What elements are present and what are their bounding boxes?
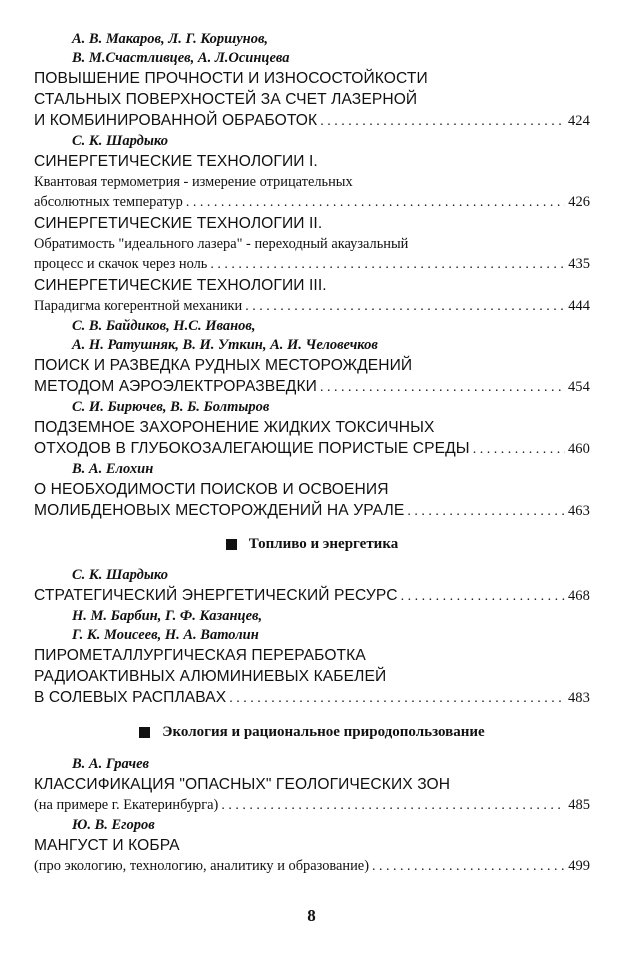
entry-title-line — [34, 296, 590, 317]
entry-title-line — [34, 254, 590, 275]
page-number: 8 — [307, 906, 316, 925]
entry-title-text: МЕТОДОМ АЭРОЭЛЕКТРОРАЗВЕДКИ — [34, 378, 317, 395]
toc-entry — [34, 607, 590, 709]
entry-title-line — [34, 666, 590, 687]
section-heading-fuel — [34, 522, 590, 566]
entry-title-text: (про экологию, технологию, аналитику и образование) — [34, 858, 369, 874]
entry-title-line — [34, 234, 590, 254]
entry-title-text: МОЛИБДЕНОВЫХ МЕСТОРОЖДЕНИЙ НА УРАЛЕ — [34, 502, 405, 519]
entry-page-number: 463 — [567, 503, 590, 519]
entry-title-text: МАНГУСТ И КОБРА — [34, 837, 180, 854]
dot-leader — [186, 193, 565, 213]
toc-entry — [34, 317, 590, 398]
entry-page-number: 499 — [568, 858, 590, 874]
entry-title-text: РАДИОАКТИВНЫХ АЛЮМИНИЕВЫХ КАБЕЛЕЙ — [34, 668, 387, 685]
entry-page-number: 460 — [567, 441, 590, 457]
entry-title-text: СИНЕРГЕТИЧЕСКИЕ ТЕХНОЛОГИИ III. — [34, 277, 327, 294]
entry-authors: А. В. Макаров, Л. Г. Коршунов, — [72, 31, 269, 47]
entry-title-line — [34, 213, 590, 234]
entry-title-text: СИНЕРГЕТИЧЕСКИЕ ТЕХНОЛОГИИ I. — [34, 153, 318, 170]
entry-authors: В. А. Елохин — [72, 461, 154, 477]
toc-entry — [34, 132, 590, 317]
entry-title-text: ОТХОДОВ В ГЛУБОКОЗАЛЕГАЮЩИЕ ПОРИСТЫЕ СРЕДЫ — [34, 440, 470, 457]
entry-title-line — [34, 645, 590, 666]
entry-page-number: 454 — [567, 379, 590, 395]
dot-leader — [407, 501, 565, 522]
entry-authors: В. М.Счастливцев, А. Л.Осинцева — [72, 50, 290, 66]
entry-title-line — [34, 68, 590, 89]
entry-page-number: 483 — [567, 690, 590, 706]
entry-title-line — [34, 275, 590, 296]
entry-title-line — [34, 172, 590, 192]
entry-title-text: Квантовая термометрия - измерение отрицательных — [34, 174, 353, 190]
entry-title-text: СИНЕРГЕТИЧЕСКИЕ ТЕХНОЛОГИИ II. — [34, 215, 323, 232]
entry-title-text: ПОВЫШЕНИЕ ПРОЧНОСТИ И ИЗНОСОСТОЙКОСТИ — [34, 70, 428, 87]
dot-leader — [229, 688, 565, 709]
entry-title-text: ПОДЗЕМНОЕ ЗАХОРОНЕНИЕ ЖИДКИХ ТОКСИЧНЫХ — [34, 419, 435, 436]
toc-group-ecology — [34, 755, 590, 877]
dot-leader — [473, 439, 565, 460]
toc-entry — [34, 566, 590, 607]
toc-entry — [34, 816, 590, 877]
dot-leader — [210, 255, 565, 275]
entry-title-line — [34, 835, 590, 856]
entry-title-text: (на примере г. Екатеринбурга) — [34, 797, 219, 813]
entry-page-number: 435 — [568, 256, 590, 272]
entry-page-number: 444 — [568, 298, 590, 314]
entry-title-text: СТРАТЕГИЧЕСКИЙ ЭНЕРГЕТИЧЕСКИЙ РЕСУРС — [34, 587, 398, 604]
black-square-bullet-icon — [139, 727, 150, 738]
table-of-contents — [34, 30, 590, 877]
entry-title-line — [34, 192, 590, 213]
entry-authors: С. К. Шардыко — [72, 133, 168, 149]
entry-authors: С. В. Байдиков, Н.С. Иванов, — [72, 318, 256, 334]
entry-title-line — [34, 795, 590, 816]
section-heading-ecology — [34, 709, 590, 755]
entry-title-text: О НЕОБХОДИМОСТИ ПОИСКОВ И ОСВОЕНИЯ — [34, 481, 389, 498]
entry-authors: Н. М. Барбин, Г. Ф. Казанцев, — [72, 608, 263, 624]
section-title: Экология и рациональное природопользование — [162, 723, 485, 740]
entry-title-line — [34, 856, 590, 877]
entry-authors: С. И. Бирючев, В. Б. Болтыров — [72, 399, 270, 415]
entry-title-line — [34, 438, 590, 460]
entry-title-line — [34, 774, 590, 795]
entry-title-line — [34, 376, 590, 398]
entry-title-text: абсолютных температур — [34, 194, 183, 210]
entry-authors: С. К. Шардыко — [72, 567, 168, 583]
entry-page-number: 468 — [567, 588, 590, 604]
entry-title-line — [34, 151, 590, 172]
dot-leader — [401, 586, 565, 607]
entry-title-line — [34, 355, 590, 376]
entry-title-text: ПОИСК И РАЗВЕДКА РУДНЫХ МЕСТОРОЖДЕНИЙ — [34, 357, 413, 374]
entry-title-line — [34, 479, 590, 500]
dot-leader — [372, 857, 565, 877]
section-title: Топливо и энергетика — [248, 535, 399, 552]
entry-title-text: КЛАССИФИКАЦИЯ "ОПАСНЫХ" ГЕОЛОГИЧЕСКИХ ЗОН — [34, 776, 451, 793]
toc-entry — [34, 398, 590, 460]
entry-title-line — [34, 687, 590, 709]
entry-page-number: 485 — [568, 797, 590, 813]
entry-title-text: ПИРОМЕТАЛЛУРГИЧЕСКАЯ ПЕРЕРАБОТКА — [34, 647, 366, 664]
entry-title-text: И КОМБИНИРОВАННОЙ ОБРАБОТОК — [34, 112, 318, 129]
toc-entry — [34, 755, 590, 816]
entry-title-line — [34, 110, 590, 132]
entry-title-text: СТАЛЬНЫХ ПОВЕРХНОСТЕЙ ЗА СЧЕТ ЛАЗЕРНОЙ — [34, 91, 418, 108]
dot-leader — [221, 796, 565, 816]
dot-leader — [245, 297, 565, 317]
dot-leader — [320, 111, 565, 132]
dot-leader — [320, 377, 565, 398]
toc-group-continued — [34, 30, 590, 522]
entry-authors: В. А. Грачев — [72, 756, 150, 772]
entry-title-text: процесс и скачок через ноль — [34, 256, 208, 272]
entry-title-line — [34, 89, 590, 110]
entry-page-number: 426 — [568, 194, 590, 210]
entry-authors: Г. К. Моисеев, Н. А. Ватолин — [72, 627, 259, 643]
entry-title-text: В СОЛЕВЫХ РАСПЛАВАХ — [34, 689, 227, 706]
toc-entry — [34, 460, 590, 522]
entry-authors: А. Н. Ратушняк, В. И. Уткин, А. И. Человечков — [72, 337, 378, 353]
entry-page-number: 424 — [567, 113, 590, 129]
entry-authors: Ю. В. Егоров — [72, 817, 155, 833]
entry-title-text: Обратимость "идеального лазера" - переходный акаузальный — [34, 236, 409, 252]
entry-title-line — [34, 500, 590, 522]
entry-title-text: Парадигма когерентной механики — [34, 298, 243, 314]
entry-title-line — [34, 417, 590, 438]
entry-title-line — [34, 585, 590, 607]
toc-group-fuel — [34, 566, 590, 709]
black-square-bullet-icon — [226, 539, 237, 550]
toc-entry — [34, 30, 590, 132]
